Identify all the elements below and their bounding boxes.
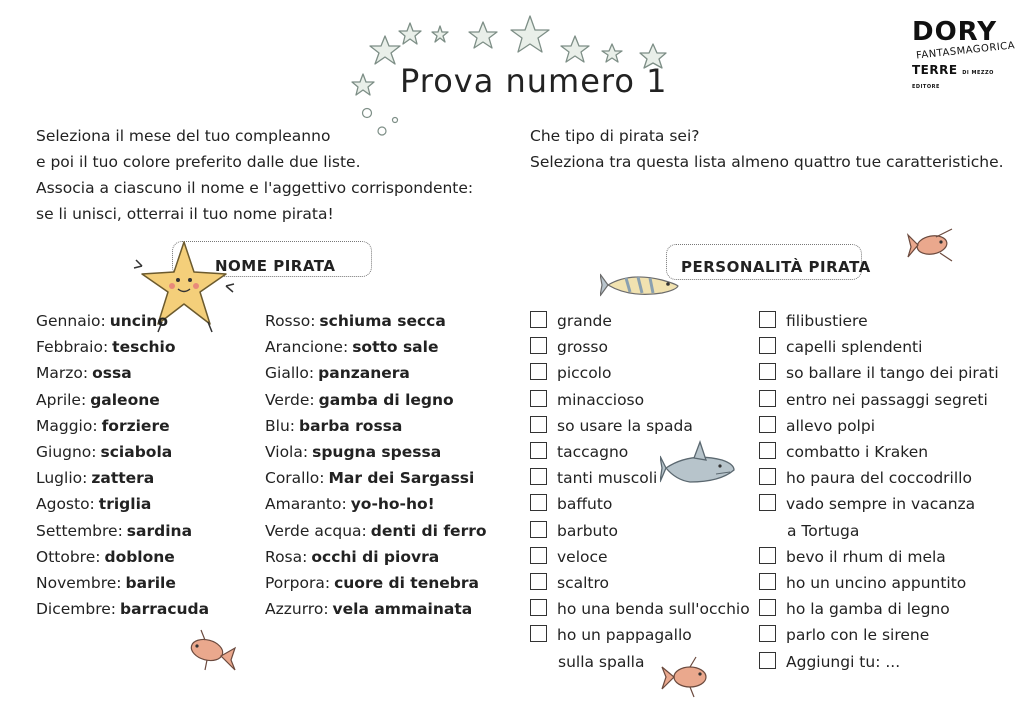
list-item: Novembre: barile [36, 574, 176, 593]
checklist-item[interactable]: ho un pappagallo [530, 622, 750, 648]
checklist-item[interactable]: veloce [530, 544, 750, 570]
intro-line: se li unisci, otterrai il tuo nome pirata! [36, 205, 334, 223]
checkbox[interactable] [759, 573, 776, 590]
logo-subtitle: FANTASMAGORICA [915, 40, 1016, 62]
checkbox[interactable] [530, 573, 547, 590]
checklist-item[interactable]: filibustiere [759, 308, 999, 334]
checkbox[interactable] [759, 468, 776, 485]
intro-right [530, 123, 1004, 175]
list-item: Luglio: zattera [36, 469, 155, 488]
fish-icon [600, 268, 682, 302]
star-icon [469, 22, 497, 48]
checklist-item[interactable]: grosso [530, 334, 750, 360]
checklist-item[interactable]: taccagno [530, 439, 750, 465]
list-item: Giallo: panzanera [265, 364, 410, 383]
intro-left [36, 123, 476, 227]
fish-icon [906, 225, 956, 265]
checkbox[interactable] [759, 599, 776, 616]
checklist-item[interactable]: combatto i Kraken [759, 439, 999, 465]
star-icon [511, 16, 549, 52]
checklist-item[interactable]: Aggiungi tu: ... [759, 649, 999, 675]
checkbox[interactable] [530, 494, 547, 511]
list-item: Blu: barba rossa [265, 416, 403, 435]
checkbox[interactable] [759, 311, 776, 328]
checkbox[interactable] [530, 442, 547, 459]
list-item: Verde: gamba di legno [265, 390, 454, 409]
checkbox[interactable] [759, 652, 776, 669]
star-icon [399, 23, 421, 44]
list-item: Verde acqua: denti di ferro [265, 521, 487, 540]
list-item: Dicembre: barracuda [36, 600, 210, 619]
checkbox[interactable] [530, 337, 547, 354]
checkbox[interactable] [530, 599, 547, 616]
list-item: Gennaio: uncino [36, 312, 168, 330]
list-item: Azzurro: vela ammainata [265, 600, 473, 619]
page-title: Prova numero 1 [400, 62, 668, 100]
intro-line: Seleziona il mese del tuo compleanno [36, 127, 331, 145]
checkbox[interactable] [759, 442, 776, 459]
checkbox[interactable] [530, 468, 547, 485]
list-item: Aprile: galeone [36, 390, 160, 409]
brand-logo [912, 17, 1016, 98]
checkbox[interactable] [759, 337, 776, 354]
checklist-item[interactable]: grande [530, 308, 750, 334]
intro-line: e poi il tuo colore preferito dalle due liste. [36, 153, 361, 171]
list-item: Agosto: triglia [36, 495, 152, 514]
star-icon [352, 74, 374, 95]
checkbox[interactable] [530, 521, 547, 538]
checklist-item[interactable]: ho una benda sull'occhio [530, 596, 750, 622]
checkbox[interactable] [530, 363, 547, 380]
checkbox[interactable] [530, 311, 547, 328]
checklist-item[interactable]: bevo il rhum di mela [759, 544, 999, 570]
checkbox[interactable] [759, 416, 776, 433]
checklist-item[interactable]: entro nei passaggi segreti [759, 387, 999, 413]
list-item: Giugno: sciabola [36, 443, 173, 462]
intro-line: Che tipo di pirata sei? [530, 127, 700, 145]
checklist-item[interactable]: so ballare il tango dei pirati [759, 360, 999, 386]
list-item: Ottobre: doblone [36, 547, 175, 566]
checkbox[interactable] [759, 625, 776, 642]
checkbox[interactable] [530, 416, 547, 433]
list-item: Febbraio: teschio [36, 338, 176, 357]
checklist-item[interactable]: capelli splendenti [759, 334, 999, 360]
list-item: Amaranto: yo-ho-ho! [265, 495, 435, 514]
checkbox[interactable] [759, 363, 776, 380]
checkbox[interactable] [759, 547, 776, 564]
checklist-item[interactable]: vado sempre in vacanza [759, 491, 999, 517]
list-item: Maggio: forziere [36, 416, 170, 435]
star-icon [370, 36, 400, 64]
checkbox[interactable] [530, 547, 547, 564]
checklist-item[interactable]: ho paura del coccodrillo [759, 465, 999, 491]
publisher-logo: TERRE DI MEZZO EDITORE [912, 63, 994, 90]
traits-list-left [530, 308, 750, 675]
logo-title: DORY [912, 17, 998, 47]
checklist-item[interactable]: scaltro [530, 570, 750, 596]
checklist-item[interactable]: allevo polpi [759, 413, 999, 439]
intro-line: Associa a ciascuno il nome e l'aggettivo corrispondente: [36, 179, 474, 197]
checklist-item[interactable]: minaccioso [530, 387, 750, 413]
list-item: Rosso: schiuma secca [265, 312, 446, 330]
colors-list [265, 308, 487, 622]
star-icon [432, 26, 448, 42]
fish-icon [183, 628, 237, 672]
checklist-item[interactable]: baffuto [530, 491, 750, 517]
traits-list-right [759, 308, 999, 675]
months-list [36, 308, 209, 622]
checklist-item[interactable]: ho un uncino appuntito [759, 570, 999, 596]
list-item: Porpora: cuore di tenebra [265, 574, 479, 593]
checklist-item[interactable]: barbuto [530, 518, 750, 544]
checklist-item[interactable]: so usare la spada [530, 413, 750, 439]
checkbox[interactable] [530, 625, 547, 642]
checklist-item[interactable]: ho la gamba di legno [759, 596, 999, 622]
checklist-item[interactable]: parlo con le sirene [759, 622, 999, 648]
section-label-pirate-name: NOME PIRATA [172, 241, 372, 277]
list-item: Corallo: Mar dei Sargassi [265, 469, 475, 488]
checklist-item-continuation: a Tortuga [787, 521, 860, 540]
section-label-pirate-personality: PERSONALITÀ PIRATA [666, 244, 862, 280]
checkbox[interactable] [530, 390, 547, 407]
checkbox[interactable] [759, 390, 776, 407]
list-item: Marzo: ossa [36, 364, 132, 383]
star-icon [561, 36, 589, 62]
list-item: Rosa: occhi di piovra [265, 547, 440, 566]
intro-line: Seleziona tra questa lista almeno quattro tue caratteristiche. [530, 153, 1004, 171]
checkbox[interactable] [759, 494, 776, 511]
checklist-item[interactable]: tanti muscoli [530, 465, 750, 491]
star-icon [602, 44, 622, 62]
list-item: Settembre: sardina [36, 521, 193, 540]
list-item: Arancione: sotto sale [265, 338, 439, 357]
checklist-item-continuation: sulla spalla [558, 652, 645, 671]
checklist-item[interactable]: piccolo [530, 360, 750, 386]
list-item: Viola: spugna spessa [265, 443, 442, 462]
